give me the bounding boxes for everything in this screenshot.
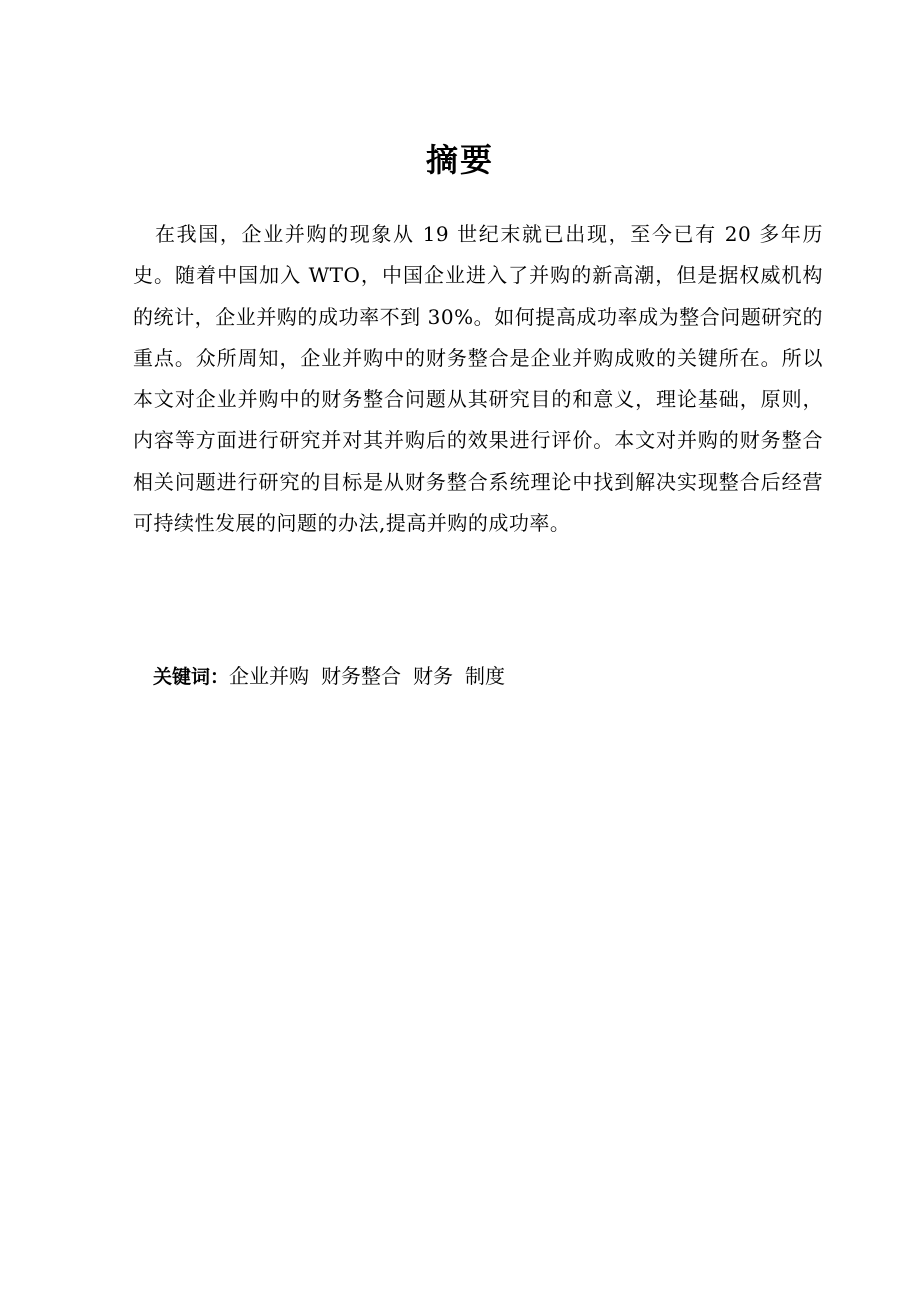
keywords-line xyxy=(153,658,833,695)
abstract-body: 在我国，企业并购的现象从 19 世纪末就已出现，至今已有 20 多年历史。随着中国加入 WTO，中国企业进入了并购的新高潮，但是据权威机构的统计，企业并购的成功率不到 30%。如何提高成功率成为整合问题研究的重点。众所周知，企业并购中的财务整合是企业并购成败的关键所在。所以本文对企业并购中的财务整合问题从其研究目的和意义，理论基础，原则，内容等方面进行研究并对其并购后的效果进行评价。本文对并购的财务整合相关问题进行研究的目标是从财务整合系统理论中找到解决实现整合后经营可持续性发展的问题的办法,提高并购的成功率。 xyxy=(133,222,823,536)
abstract-title: 摘要 xyxy=(425,141,494,179)
keyword-item: 制度 xyxy=(465,664,506,688)
keyword-item: 财务整合 xyxy=(321,664,402,688)
keywords-label: 关键词： xyxy=(153,666,230,688)
keyword-item: 企业并购 xyxy=(229,664,310,688)
keyword-item: 财务 xyxy=(413,664,454,688)
